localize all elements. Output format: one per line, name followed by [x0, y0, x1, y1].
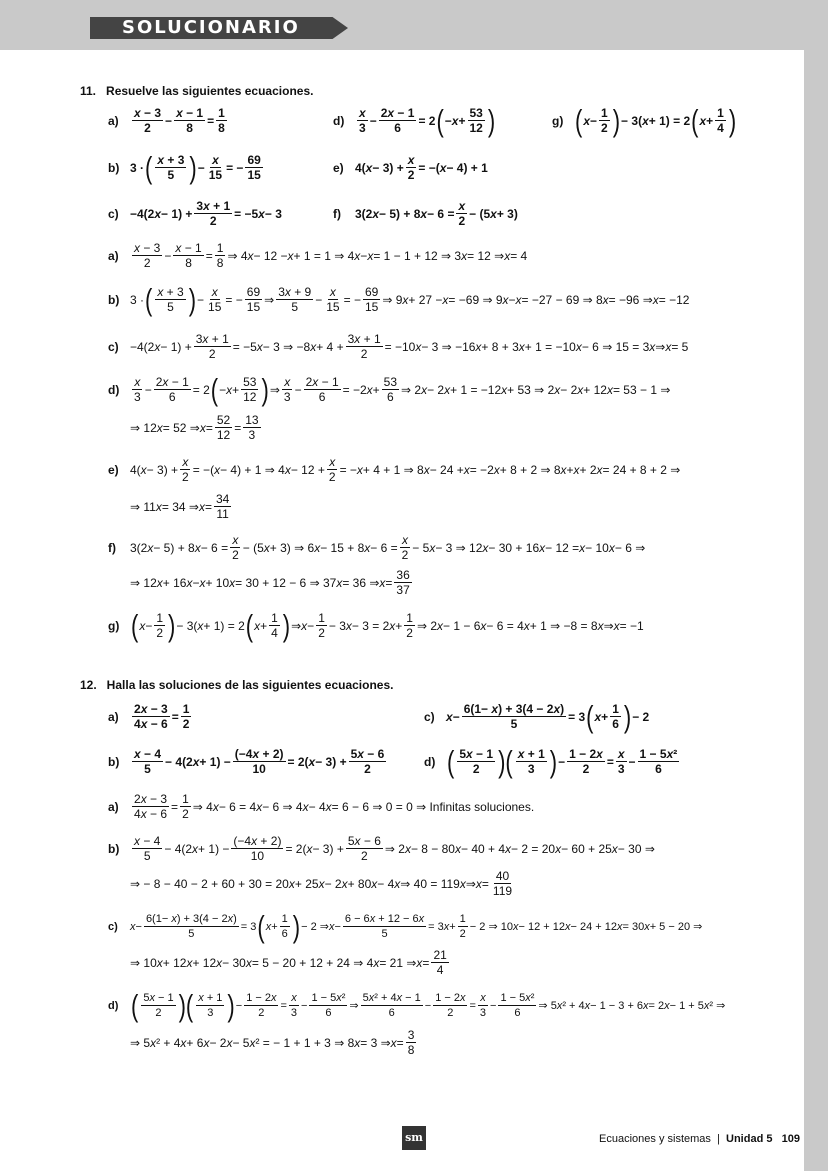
footer-separator: |: [717, 1133, 720, 1145]
ex11-solution-d-line2: ⇒ 12 x = 52 ⇒ x = 52 12 = 13 3: [130, 413, 259, 442]
ex12-solution-b-line2: ⇒ − 8 − 40 − 2 + 60 + 30 = 20 x + 25 x − 2 x + 80 x − 4 x ⇒ 40 = 119 x ⇒ x = 40 119: [130, 869, 513, 898]
ex11-solution-g: g) ( x − 1 2 ) − 3( x + 1) = 2 ( x + 1 4 ) ⇒ x − 1 2 − 3 x − 3 = 2 x + 1 2 ⇒ 2 x − 1 − 6 x − 6 = 4 x + 1 ⇒ −8 = 8 x ⇒ x = −1: [108, 607, 644, 643]
ex11-statement-c: c) −4(2 x − 1) + 3x + 1 2 = −5 x − 3: [108, 199, 282, 228]
ex11-solution-d-line1: d) x 3 − 2x − 1 6 = 2 ( − x + 53 12 ) ⇒ x 3 − 2x − 1 6 = −2 x + 53 6 ⇒ 2 x − 2 x + 1 = −12 x + 53 ⇒ 2 x − 2 x + 12 x = 53 − 1 ⇒: [108, 371, 671, 407]
ex11-solution-e-line1: e) 4( x − 3) + x 2 = −( x − 4) + 1 ⇒ 4 x − 12 + x 2 = − x + 4 + 1 ⇒ 8 x − 24 + x = −2 x + 8 + 2 ⇒ 8 x + x + 2 x = 24 + 8 + 2 ⇒: [108, 455, 681, 484]
ex12-solution-b-line1: b) x − 4 5 − 4(2 x + 1) − (−4x + 2) 10 = 2( x − 3) + 5x − 6 2 ⇒ 2 x − 8 − 80 x − 40 + 4 x − 2 = 20 x − 60 + 25 x − 30 ⇒: [108, 834, 655, 863]
ex12-solution-d-line2: ⇒ 5 x ² + 4 x + 6 x − 2 x − 5 x ² = − 1 + 1 + 3 ⇒ 8 x = 3 ⇒ x = 3 8: [130, 1028, 415, 1057]
ex12-statement-c: c) x − 6(1− x) + 3(4 − 2x) 5 = 3 ( x + 1 6 ) − 2: [424, 698, 650, 734]
ex11-statement-a: a) x − 3 2 − x − 1 8 = 1 8: [108, 106, 225, 135]
ex12-statement-a: a) 2x − 3 4x − 6 = 1 2: [108, 702, 190, 731]
ex11-statement-g: g) ( x − 1 2 ) − 3( x + 1) = 2 ( x + 1 4 ): [552, 102, 737, 138]
ex12-solution-a: a) 2x − 3 4x − 6 = 1 2 ⇒ 4 x − 6 = 4 x − 6 ⇒ 4 x − 4 x = 6 − 6 ⇒ 0 = 0 ⇒ Infinitas soluciones.: [108, 792, 535, 821]
ex11-statement-f: f) 3(2 x − 5) + 8 x − 6 = x 2 − (5 x + 3): [333, 199, 518, 228]
right-margin-band: [804, 50, 828, 1171]
footer-unit: Unidad 5: [726, 1133, 773, 1145]
ex12-solution-c-line2: ⇒ 10 x + 12 x + 12 x − 30 x = 5 − 20 + 12 + 24 ⇒ 4 x = 21 ⇒ x = 21 4: [130, 948, 447, 977]
ex11-statement-b: b) 3 · ( x + 3 5 ) − x 15 = − 69 15: [108, 149, 261, 185]
page-title: SOLUCIONARIO: [122, 17, 300, 38]
ex12-statement-d: d) ( 5x − 1 2 )( x + 1 3 ) − 1 − 2x 2 = x 3 − 1 − 5x² 6: [424, 743, 678, 779]
ex11-solution-b: b) 3 · ( x + 3 5 ) − x 15 = − 69 15 ⇒ 3x + 9 5 − x 15 = − 69 15 ⇒ 9 x + 27 − x = −69 ⇒ 9 x − x = −27 − 69 ⇒ 8 x = −96 ⇒ x = −12: [108, 281, 690, 317]
page-number: 109: [781, 1133, 800, 1145]
ex11-solution-a: a) x − 3 2 − x − 1 8 = 1 8 ⇒ 4 x − 12 − x + 1 = 1 ⇒ 4 x − x = 1 − 1 + 12 ⇒ 3 x = 12 ⇒ x = 4: [108, 241, 528, 270]
ex11-statement-e: e) 4( x − 3) + x 2 = −( x − 4) + 1: [333, 153, 488, 182]
ex12-solution-d-line1: d) ( 5x − 1 2 )( x + 1 3 ) − 1 − 2x 2 = x 3 − 1 − 5x² 6 ⇒ 5x² + 4x − 1 6 − 1 − 2x 2 = x 3 − 1 − 5x² 6 ⇒ 5 x ² + 4 x − 1 − 3 + 6 x = 2 x − 1 + 5 x ² ⇒: [108, 987, 726, 1023]
ex11-statement-d: d) x 3 − 2x − 1 6 = 2 ( − x + 53 12 ): [333, 102, 496, 138]
footer-topic: Ecuaciones y sistemas: [599, 1133, 711, 1145]
page-footer: [560, 1133, 800, 1145]
ex11-solution-e-line2: ⇒ 11 x = 34 ⇒ x = 34 11: [130, 492, 230, 521]
publisher-logo: sm: [402, 1126, 426, 1150]
ex12-statement-b: b) x − 4 5 − 4(2 x + 1) − (−4x + 2) 10 = 2( x − 3) + 5x − 6 2: [108, 747, 385, 776]
ex11-solution-f-line2: ⇒ 12 x + 16 x − x + 10 x = 30 + 12 − 6 ⇒ 37 x = 36 ⇒ x = 36 37: [130, 568, 410, 597]
exercise-11-heading: 11. Resuelve las siguientes ecuaciones.: [80, 84, 314, 98]
ex12-solution-c-line1: c) x − 6(1− x) + 3(4 − 2x) 5 = 3 ( x + 1 6 ) − 2 ⇒ x − 6 − 6x + 12 − 6x 5 = 3 x + 1 2 − 2 ⇒ 10 x − 12 + 12 x − 24 + 12 x = 30 x + 5 − 20 ⇒: [108, 908, 703, 944]
ex11-solution-c: c) −4(2 x − 1) + 3x + 1 2 = −5 x − 3 ⇒ −8 x + 4 + 3x + 1 2 = −10 x − 3 ⇒ −16 x + 8 + 3 x + 1 = −10 x − 6 ⇒ 15 = 3 x ⇒ x = 5: [108, 332, 689, 361]
exercise-12-heading: 12. Halla las soluciones de las siguientes ecuaciones.: [80, 678, 394, 692]
ex11-solution-f-line1: f) 3(2 x − 5) + 8 x − 6 = x 2 − (5 x + 3) ⇒ 6 x − 15 + 8 x − 6 = x 2 − 5 x − 3 ⇒ 12 x − 30 + 16 x − 12 = x − 10 x − 6 ⇒: [108, 533, 646, 562]
